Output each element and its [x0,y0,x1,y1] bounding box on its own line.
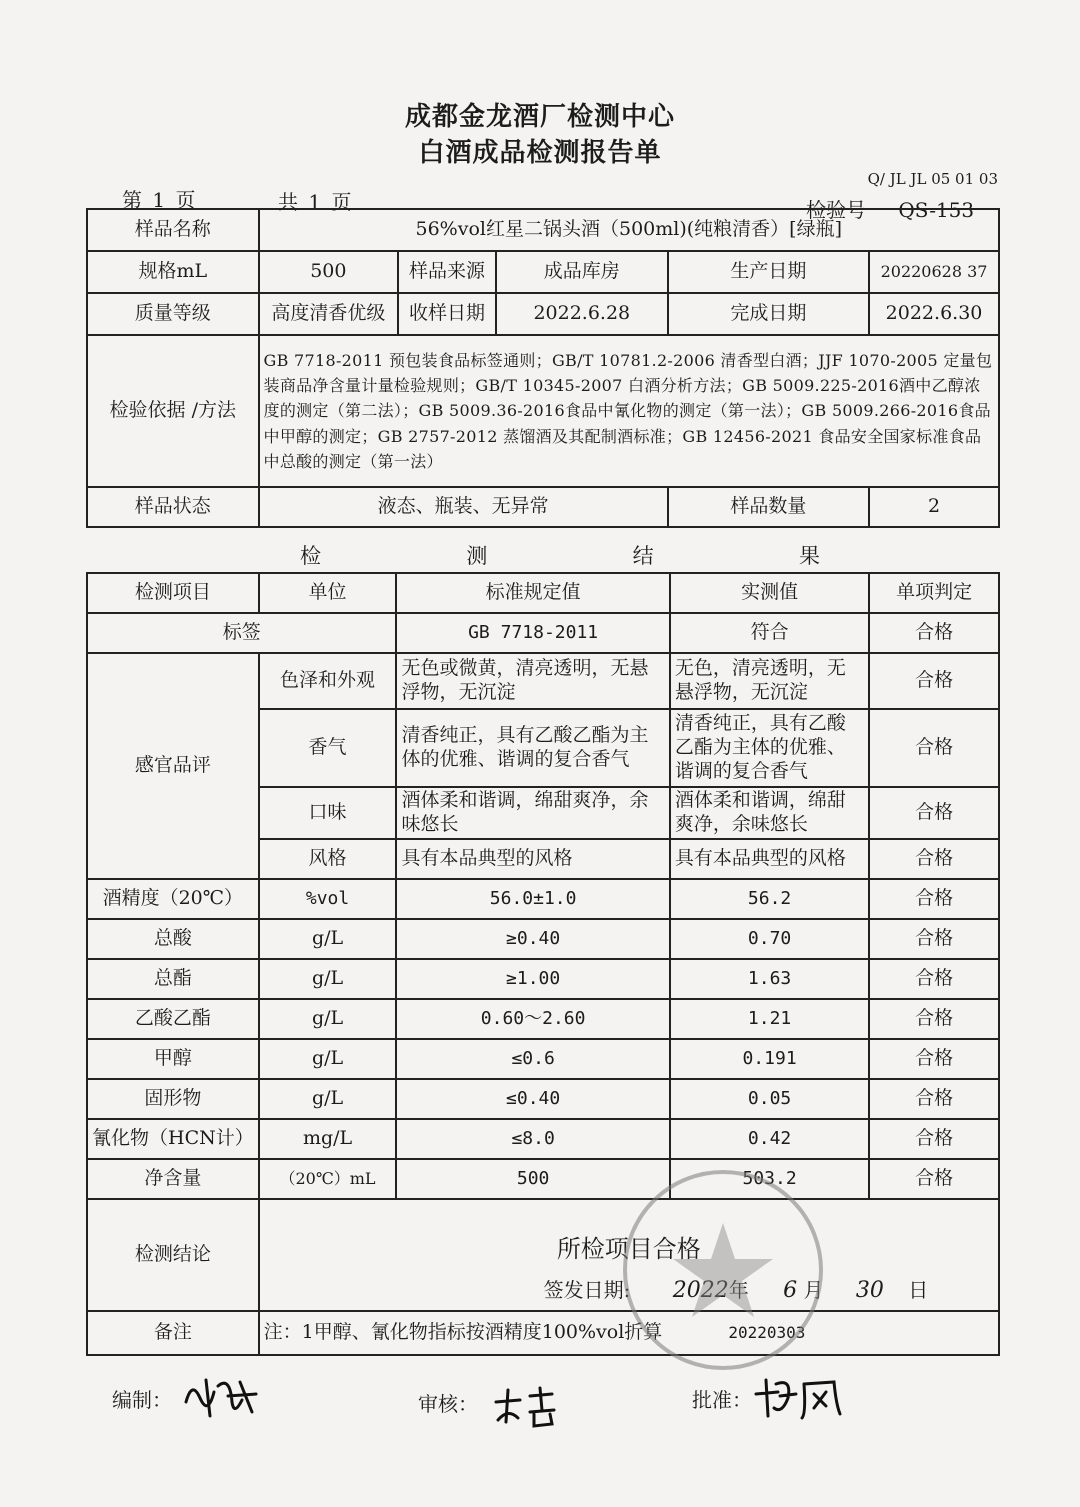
standard-value: ≤0.6 [396,1039,669,1079]
issue-day-char: 日 [908,1277,929,1302]
unit: g/L [259,959,397,999]
unit: g/L [259,999,397,1039]
standard-value: 无色或微黄，清亮透明，无悬浮物，无沉淀 [396,653,669,709]
issue-month-char: 月 [803,1277,824,1302]
item-label: 总酸 [87,919,259,959]
item-label: 净含量 [87,1159,259,1199]
column-header: 检测项目 [87,573,259,613]
results-table [86,572,1000,1356]
results-heading-char: 测 [466,544,488,568]
unit: （20℃）mL [259,1159,397,1199]
sample-info-table [86,208,1000,528]
measured-value: 0.42 [670,1119,870,1159]
table-row [87,1119,999,1159]
approved-by-signature [752,1374,848,1431]
column-header: 单项判定 [869,573,999,613]
prod-date-label: 生产日期 [668,251,869,293]
unit: %vol [259,879,397,919]
sensory-label: 感官品评 [87,653,259,879]
signature-image [752,1374,848,1422]
standard-value: 清香纯正，具有乙酸乙酯为主体的优雅、谐调的复合香气 [396,709,669,787]
unit: g/L [259,1039,397,1079]
signature-image [490,1384,560,1430]
unit: g/L [259,1079,397,1119]
item-label: 甲醇 [87,1039,259,1079]
item-label: 固形物 [87,1079,259,1119]
compiled-by-signature [180,1372,260,1431]
measured-value: 无色，清亮透明，无悬浮物，无沉淀 [670,653,870,709]
table-row [87,209,999,251]
measured-value: 56.2 [670,879,870,919]
table-header-row [87,573,999,613]
measured-value: 1.21 [670,999,870,1039]
table-row [87,1199,999,1271]
receive-date-label: 收样日期 [398,293,496,335]
verdict: 合格 [869,1159,999,1199]
standard-value: GB 7718-2011 [396,613,669,653]
conclusion-label: 检测结论 [87,1199,259,1311]
standard-value: 酒体柔和谐调，绵甜爽净，余味悠长 [396,787,669,839]
item-label: 总酯 [87,959,259,999]
column-header: 标准规定值 [396,573,669,613]
item-label: 乙酸乙酯 [87,999,259,1039]
measured-value: 0.70 [670,919,870,959]
measured-value: 1.63 [670,959,870,999]
results-heading-char: 检 [300,544,321,568]
compiled-by-label: 编制： [112,1388,172,1412]
verdict: 合格 [869,959,999,999]
remarks-text: 注：1甲醇、氰化物指标按酒精度100%vol折算 [263,1321,663,1344]
measured-value: 具有本品典型的风格 [670,839,870,879]
report-title: 白酒成品检测报告单 [418,138,662,168]
table-row [87,919,999,959]
issue-date-label: 签发日期: [543,1277,631,1302]
standard-value: ≥0.40 [396,919,669,959]
verdict: 合格 [869,787,999,839]
reviewed-by-signature [490,1384,560,1439]
verdict: 合格 [869,1039,999,1079]
item-label: 酒精度（20℃） [87,879,259,919]
item-label: 标签 [87,613,396,653]
table-row [87,487,999,527]
reviewed-by-label: 审核： [418,1392,478,1416]
table-row [87,1311,999,1355]
column-header: 单位 [259,573,397,613]
measured-value: 清香纯正，具有乙酸乙酯为主体的优雅、谐调的复合香气 [670,709,870,787]
remarks-label: 备注 [87,1311,259,1355]
method-text: GB 7718-2011 预包装食品标签通则；GB/T 10781.2-2006 清香型白酒；JJF 1070-2005 定量包装商品净含量计量检验规则；GB/T 10345-2007 白酒分析方法；GB 5009.225-2016酒中乙醇浓度的测定（第二法）；GB 5009.36-2016食品中氰化物的测定（第一法）；GB 5009.266-2016食品中甲醇的测定；GB 2757-2012 蒸馏酒及其配制酒标准；GB 12456-2021 食品安全国家标准食品中总酸的测定（第一法） [259,335,999,487]
source-value: 成品库房 [496,251,668,293]
table-row [87,335,999,487]
page-number: 第 1 页 [122,188,198,212]
standard-value: 56.0±1.0 [396,879,669,919]
state-value: 液态、瓶装、无异常 [259,487,668,527]
unit: mg/L [259,1119,397,1159]
prod-date-value: 20220628 37 [869,251,999,293]
standard-value: 具有本品典型的风格 [396,839,669,879]
signature-image [180,1372,260,1422]
total-pages: 共 1 页 [278,190,354,214]
standard-value: ≥1.00 [396,959,669,999]
table-row [87,999,999,1039]
report-org-title: 成都金龙酒厂检测中心 [404,102,675,132]
table-row [87,251,999,293]
document-code: Q/ JL JL 05 01 03 [867,170,998,188]
sample-name: 56%vol红星二锅头酒（500ml)(纯粮清香）[绿瓶] [259,209,999,251]
standard-value: 0.60～2.60 [396,999,669,1039]
spec-value: 500 [259,251,399,293]
measured-value: 0.05 [670,1079,870,1119]
conclusion-text: 所检项目合格 [259,1199,999,1271]
finish-date-label: 完成日期 [668,293,869,335]
qty-value: 2 [869,487,999,527]
grade-label: 质量等级 [87,293,259,335]
results-heading-char: 结 [632,544,654,568]
remarks-code: 20220303 [728,1323,806,1343]
measured-value: 酒体柔和谐调，绵甜爽净，余味悠长 [670,787,870,839]
measured-value: 0.191 [670,1039,870,1079]
sensory-sub: 香气 [259,709,397,787]
verdict: 合格 [869,1079,999,1119]
standard-value: 500 [396,1159,669,1199]
issue-date-cell [259,1271,999,1311]
verdict: 合格 [869,653,999,709]
item-label: 氰化物（HCN计） [87,1119,259,1159]
table-row [87,879,999,919]
verdict: 合格 [869,839,999,879]
receive-date-value: 2022.6.28 [496,293,668,335]
issue-day: 30 [855,1277,884,1303]
table-row [87,293,999,335]
qty-label: 样品数量 [668,487,869,527]
verdict: 合格 [869,709,999,787]
remarks-cell [259,1311,999,1355]
measured-value: 符合 [670,613,870,653]
issue-year: 2022 [672,1277,729,1303]
verdict: 合格 [869,1119,999,1159]
sensory-sub: 风格 [259,839,397,879]
method-label: 检验依据 /方法 [87,335,259,487]
test-number-label: 检验号 [806,198,866,222]
standard-value: ≤0.40 [396,1079,669,1119]
verdict: 合格 [869,879,999,919]
finish-date-value: 2022.6.30 [869,293,999,335]
results-heading [300,540,820,570]
issue-month: 6 [783,1277,798,1303]
spec-label: 规格mL [87,251,259,293]
unit: g/L [259,919,397,959]
sensory-sub: 口味 [259,787,397,839]
verdict: 合格 [869,999,999,1039]
approved-by-label: 批准： [692,1388,752,1412]
issue-year-char: 年 [728,1277,749,1302]
state-label: 样品状态 [87,487,259,527]
table-row [87,959,999,999]
verdict: 合格 [869,919,999,959]
sensory-sub: 色泽和外观 [259,653,397,709]
grade-value: 高度清香优级 [259,293,399,335]
table-row [87,613,999,653]
standard-value: ≤8.0 [396,1119,669,1159]
column-header: 实测值 [670,573,870,613]
table-row [87,1159,999,1199]
table-row [87,1079,999,1119]
measured-value: 503.2 [670,1159,870,1199]
sample-name-label: 样品名称 [87,209,259,251]
table-row [87,653,999,709]
source-label: 样品来源 [398,251,496,293]
results-heading-char: 果 [798,544,820,568]
table-row [87,1039,999,1079]
verdict: 合格 [869,613,999,653]
test-number-value: QS-153 [898,198,975,222]
